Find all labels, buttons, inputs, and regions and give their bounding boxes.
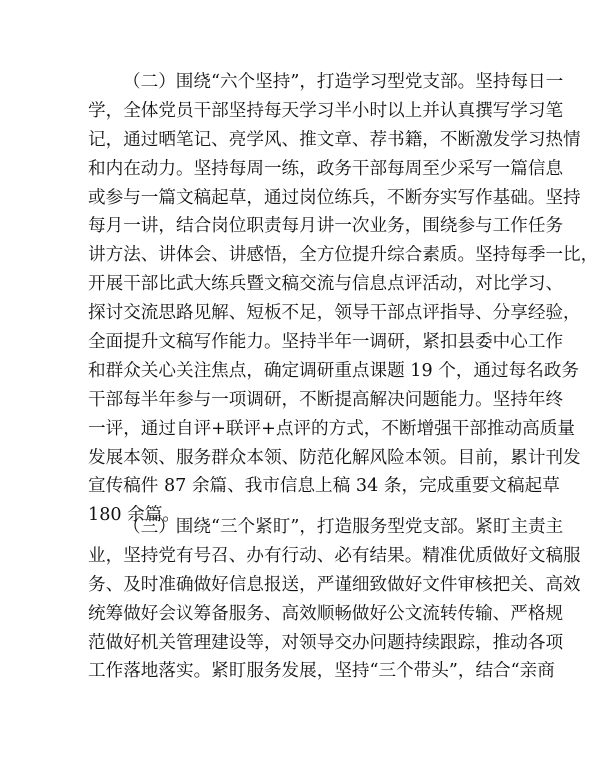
text-line: 探讨交流思路见解、短板不足，领导干部点评指导、分享经验， [88, 303, 581, 324]
text-line: 和群众关心关注焦点，确定调研重点课题 19 个，通过每名政务 [88, 360, 580, 381]
text-line: 或参与一篇文稿起草，通过岗位练兵，不断夯实写作基础。坚持 [88, 187, 581, 208]
text-line: 每月一讲，结合岗位职责每月讲一次业务，围绕参与工作任务 [88, 216, 564, 237]
text-line: 一评，通过自评+联评+点评的方式，不断增强干部推动高质量 [88, 418, 575, 439]
paragraph-service-party-branch [88, 513, 581, 686]
text-line: 记，通过晒笔记、亮学风、推文章、荐书籍，不断激发学习热情 [88, 129, 581, 150]
text-line: （三）围绕“三个紧盯”，打造服务型党支部。紧盯主责主 [123, 517, 564, 537]
text-line: 开展干部比武大练兵暨文稿交流与信息点评活动，对比学习、 [88, 274, 564, 295]
text-line: 统筹做好会议筹备服务、高效顺畅做好公文流转传输、严格规 [88, 603, 564, 624]
text-line: 范做好机关管理建设等，对领导交办问题持续跟踪，推动各项 [88, 632, 564, 653]
text-line: 讲方法、讲体会、讲感悟，全方位提升综合素质。坚持每季一比， [88, 245, 598, 266]
text-line: （二）围绕“六个坚持”，打造学习型党支部。坚持每日一 [123, 72, 564, 92]
text-line: 业，坚持党有号召、办有行动、必有结果。精准优质做好文稿服 [88, 545, 581, 566]
text-line: 全面提升文稿写作能力。坚持半年一调研，紧扣县委中心工作 [88, 332, 564, 353]
text-line: 学，全体党员干部坚持每天学习半小时以上并认真撰写学习笔 [88, 100, 564, 121]
text-line: 干部每半年参与一项调研，不断提高解决问题能力。坚持年终 [88, 389, 564, 410]
text-line: 务、及时准确做好信息报送，严谨细致做好文件审核把关、高效 [88, 574, 581, 595]
text-line: 宣传稿件 87 余篇、我市信息上稿 34 条，完成重要文稿起草 [88, 476, 560, 497]
text-line: 180 余篇。 [88, 505, 180, 526]
paragraph-study-party-branch [88, 68, 598, 530]
text-line: 和内在动力。坚持每周一练，政务干部每周至少采写一篇信息 [88, 158, 564, 179]
text-line: 工作落地落实。紧盯服务发展，坚持“三个带头”，结合“亲商 [88, 661, 555, 682]
text-line: 发展本领、服务群众本领、防范化解风险本领。目前，累计刊发 [88, 447, 581, 468]
